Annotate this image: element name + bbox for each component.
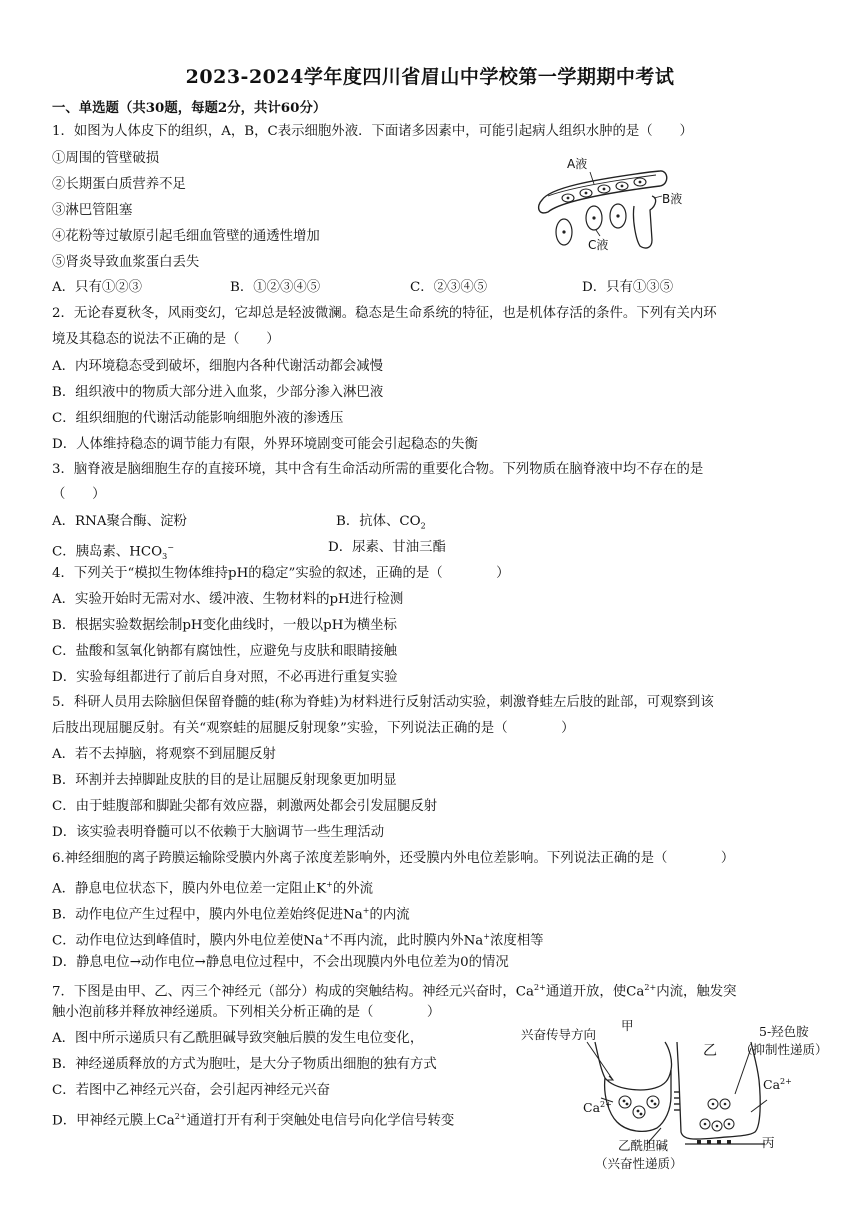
q7-stem-1: 7．下图是由甲、乙、丙三个神经元（部分）构成的突触结构。神经元兴奋时，$Ca^{2+}$通道开放，使$Ca^{2+}$内流，触发突 [52,983,737,1000]
q1-item-4: ④花粉等过敏原引起毛细血管壁的通透性增加 [52,229,320,244]
q1-item-3: ③淋巴管阻塞 [52,203,133,218]
q7-option-d: D．甲神经元膜上$Ca^{2+}$通道打开有利于突触处电信号向化学信号转变 [52,1112,455,1129]
q3-option-c: C．胰岛素、$HCO_3^-$ [52,543,174,562]
q7-option-c: C．若图中乙神经元兴奋，会引起丙神经元兴奋 [52,1083,331,1098]
q3-stem-2: （ ） [52,487,106,502]
label-ach: 乙酰胆碱 [618,1138,669,1153]
q3-stem-1: 3．脑脊液是脑细胞生存的直接环境，其中含有生命活动所需的重要化合物。下列物质在脑脊液中均不存在的是 [52,462,704,477]
q4-option-b: B．根据实验数据绘制pH变化曲线时，一般以pH为横坐标 [52,618,397,633]
q1-item-1: ①周围的管壁破损 [52,151,160,166]
label-yi: 乙 [703,1043,717,1059]
q6-option-d: D．静息电位→动作电位→静息电位过程中，不会出现膜内外电位差为0的情况 [52,955,509,970]
q7-option-b: B．神经递质释放的方式为胞吐，是大分子物质出细胞的独有方式 [52,1057,437,1072]
q6-option-a: A．静息电位状态下，膜内外电位差一定阻止K+的外流 [52,880,373,897]
q1-option-a: A．只有①②③ [52,280,143,295]
label-b-fluid: B液 [662,192,683,206]
q5-option-c: C．由于蛙腹部和脚趾尖都有效应器，刺激两处都会引发屈腿反射 [52,799,438,814]
label-bing: 丙 [762,1135,775,1150]
q2-option-a: A．内环境稳态受到破坏，细胞内各种代谢活动都会减慢 [52,359,384,374]
q6-option-b: B．动作电位产生过程中，膜内外电位差始终促进Na+的内流 [52,906,410,923]
section-heading: 一、单选题（共30题，每题2分，共计60分） [52,100,327,116]
q5-option-b: B．环割并去掉脚趾皮肤的目的是让屈腿反射现象更加明显 [52,773,397,788]
q2-stem-1: 2．无论春夏秋冬，风雨变幻，它却总是轻波微澜。稳态是生命系统的特征，也是机体存活的条件。下列有关内环 [52,306,717,321]
label-ach-note: （兴奋性递质） [595,1156,683,1171]
label-serotonin: 5-羟色胺 [759,1024,809,1039]
q4-option-c: C．盐酸和氢氧化钠都有腐蚀性，应避免与皮肤和眼睛接触 [52,644,398,659]
q1-option-d: D．只有①③⑤ [582,280,674,295]
q2-option-b: B．组织液中的物质大部分进入血浆，少部分渗入淋巴液 [52,385,384,400]
q7-option-a: A．图中所示递质只有乙酰胆碱导致突触后膜的发生电位变化， [52,1031,424,1046]
label-ca-left: $Ca^{2+}$ [583,1100,612,1116]
q3-option-d: D．尿素、甘油三酯 [328,540,446,555]
q6-stem: 6.神经细胞的离子跨膜运输除受膜内外离子浓度差影响外，还受膜内外电位差影响。下列说法正确的是（ ） [52,851,735,866]
q2-stem-2: 境及其稳态的说法不正确的是（ ） [52,332,280,347]
q5-option-a: A．若不去掉脑，将观察不到屈腿反射 [52,747,276,762]
q4-stem: 4．下列关于“模拟生物体维持pH的稳定”实验的叙述，正确的是（ ） [52,566,510,581]
label-a-fluid: A液 [567,157,588,171]
q5-stem-2: 后肢出现屈腿反射。有关“观察蛙的屈腿反射现象”实验，下列说法正确的是（ ） [52,721,575,736]
label-serotonin-note: （抑制性递质） [740,1042,828,1057]
q3-option-a: A．RNA聚合酶、淀粉 [52,514,187,529]
q7-stem-2: 触小泡前移并释放神经递质。下列相关分析正确的是（ ） [52,1005,441,1020]
q2-option-c: C．组织细胞的代谢活动能影响细胞外液的渗透压 [52,411,344,426]
q3-option-b: B．抗体、$CO_2$ [336,514,426,531]
q1-option-c: C．②③④⑤ [410,280,488,295]
label-c-fluid: C液 [588,238,609,252]
q2-option-d: D．人体维持稳态的调节能力有限，外界环境剧变可能会引起稳态的失衡 [52,437,478,452]
q1-stem: 1．如图为人体皮下的组织，A，B，C表示细胞外液．下面诸多因素中，可能引起病人组织水肿的是（ ） [52,124,693,139]
q1-item-2: ②长期蛋白质营养不足 [52,177,186,192]
q4-option-d: D．实验每组都进行了前后自身对照，不必再进行重复实验 [52,670,398,685]
page-title: 2023-2024学年度四川省眉山中学校第一学期期中考试 [185,66,675,88]
q6-option-c: C．动作电位达到峰值时，膜内外电位差使Na+不再内流，此时膜内外Na+浓度相等 [52,932,544,949]
q5-option-d: D．该实验表明脊髓可以不依赖于大脑调节一些生理活动 [52,825,385,840]
q1-option-b: B．①②③④⑤ [230,280,321,295]
label-jia: 甲 [621,1018,634,1033]
label-ca-right: $Ca^{2+}$ [763,1077,792,1093]
q4-option-a: A．实验开始时无需对水、缓冲液、生物材料的pH进行检测 [52,592,404,607]
direction-label: 兴奋传导方向 [521,1027,597,1042]
q1-item-5: ⑤肾炎导致血浆蛋白丢失 [52,255,200,270]
q5-stem-1: 5．科研人员用去除脑但保留脊髓的蛙(称为脊蛙)为材料进行反射活动实验，刺激脊蛙左后肢的趾部，可观察到该 [52,695,714,710]
